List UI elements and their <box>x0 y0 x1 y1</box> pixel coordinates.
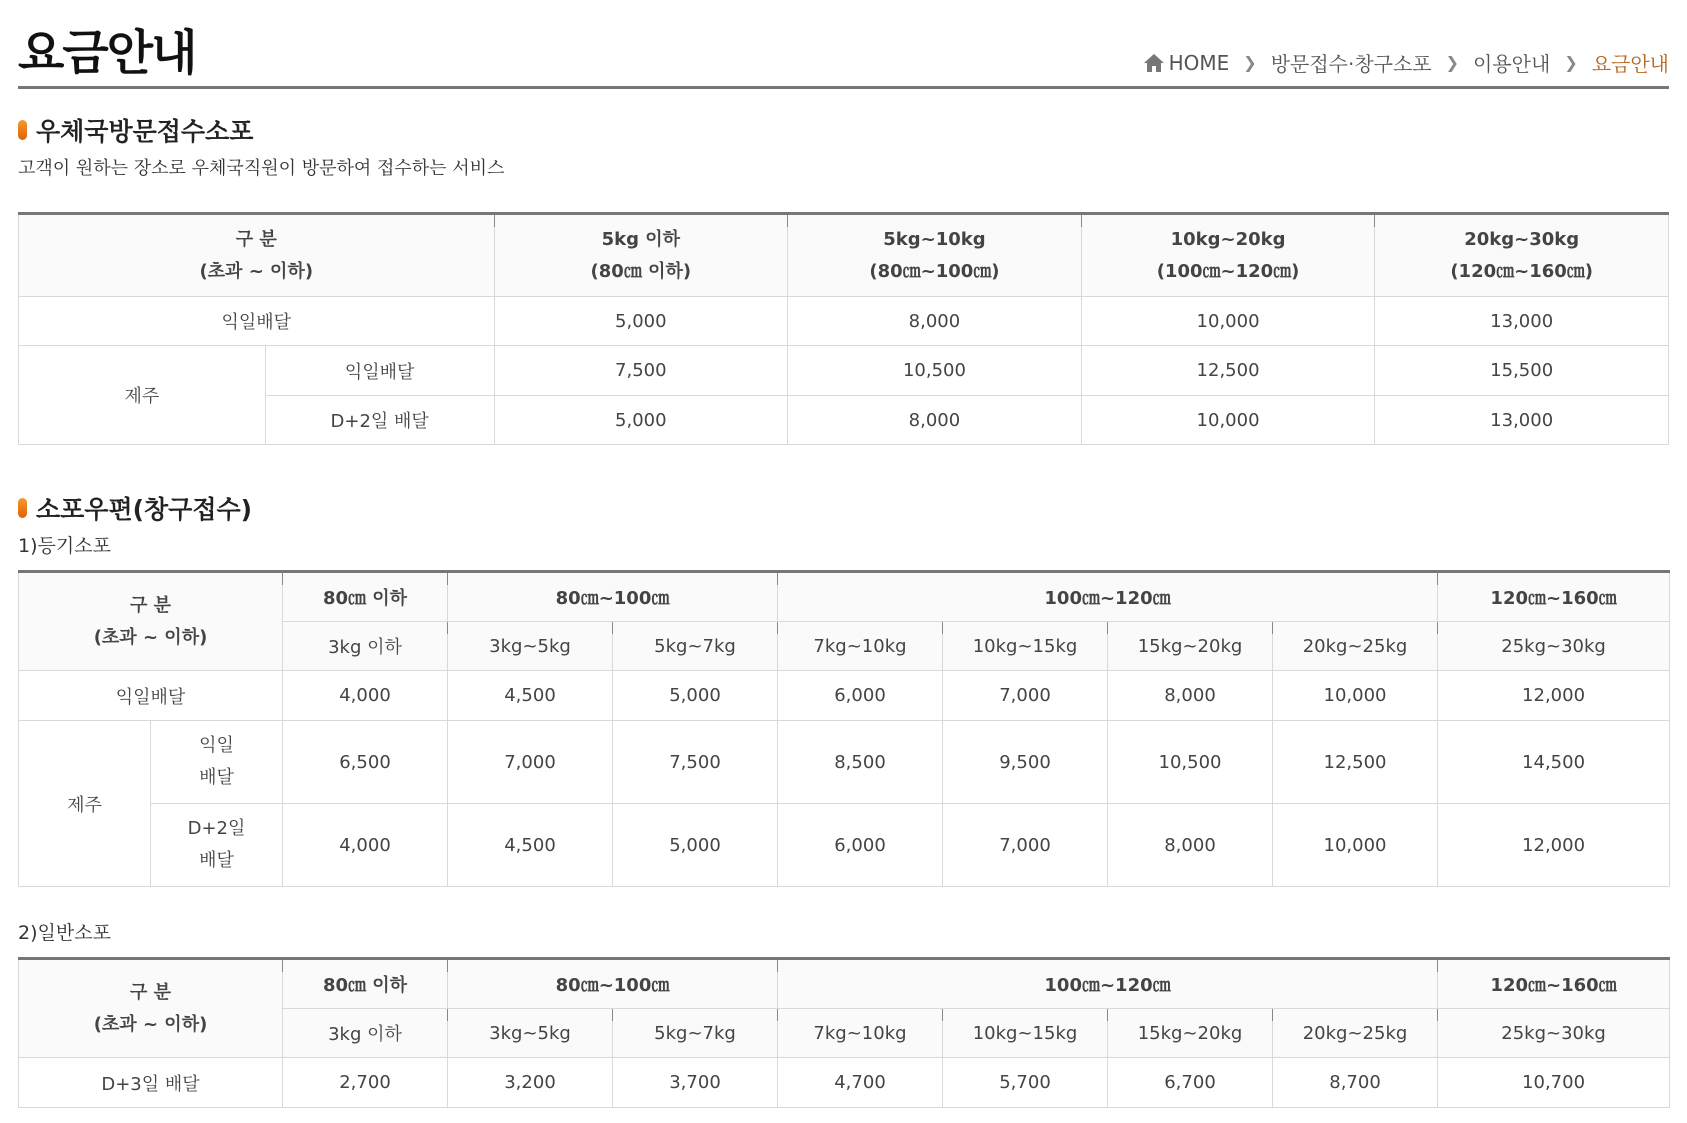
header-weight: 15kg~20kg <box>1108 1009 1273 1058</box>
row-label-line: 배달 <box>199 767 234 788</box>
fee-cell: 5,000 <box>494 297 788 346</box>
fee-cell: 10,500 <box>1108 721 1273 804</box>
fee-cell: 8,000 <box>1108 671 1273 721</box>
header-category-range: (초과 ~ 이하) <box>93 626 208 648</box>
row-label <box>151 721 283 804</box>
chevron-right-icon: ❯ <box>1445 53 1460 72</box>
fee-cell: 12,500 <box>1273 721 1438 804</box>
fee-cell: 8,500 <box>778 721 943 804</box>
section-title-visit-parcel <box>18 112 253 148</box>
header-weight: 7kg~10kg <box>778 622 943 671</box>
header-weight: 7kg~10kg <box>778 1009 943 1058</box>
fee-cell: 4,000 <box>283 671 448 721</box>
header-category <box>19 959 283 1058</box>
header-category <box>19 214 495 297</box>
fee-cell: 10,000 <box>1273 671 1438 721</box>
home-icon[interactable] <box>1143 53 1165 73</box>
header-weight: 5kg~7kg <box>613 622 778 671</box>
header-col-3 <box>1081 214 1375 297</box>
chevron-right-icon: ❯ <box>1564 53 1578 72</box>
row-group-label: 제주 <box>19 346 266 445</box>
fee-cell: 10,500 <box>788 346 1082 396</box>
fee-cell: 4,500 <box>448 671 613 721</box>
general-parcel-fee-table <box>18 957 1670 1108</box>
header-category-label: 구 분 <box>129 981 172 1003</box>
row-label-line: 배달 <box>199 850 234 871</box>
section-title-counter-parcel <box>18 490 252 526</box>
fee-cell: 4,000 <box>283 804 448 887</box>
row-label: 익일배달 <box>19 297 495 346</box>
bullet-icon <box>18 498 27 518</box>
fee-cell: 9,500 <box>943 721 1108 804</box>
header-weight: 10kg~15kg <box>943 622 1108 671</box>
subsection-title-registered: 1)등기소포 <box>18 535 111 557</box>
header-col-4 <box>1375 214 1669 297</box>
fee-cell: 6,500 <box>283 721 448 804</box>
subsection-title-general: 2)일반소포 <box>18 922 111 944</box>
row-label: 익일배달 <box>19 671 283 721</box>
fee-cell: 8,700 <box>1273 1058 1438 1108</box>
fee-cell: 10,000 <box>1081 396 1375 445</box>
header-size: (100㎝~120㎝) <box>1156 260 1300 282</box>
header-weight: 3kg 이하 <box>283 622 448 671</box>
header-category <box>19 572 283 671</box>
header-weight: 20kg~25kg <box>1273 1009 1438 1058</box>
header-size: (80㎝ 이하) <box>590 260 692 282</box>
header-weight: 5kg~10kg <box>883 228 986 250</box>
table-row <box>19 721 1670 804</box>
header-weight: 20kg~25kg <box>1273 622 1438 671</box>
header-weight: 25kg~30kg <box>1438 1009 1670 1058</box>
header-weight: 3kg~5kg <box>448 622 613 671</box>
page-title: 요금안내 <box>18 25 196 81</box>
fee-cell: 3,200 <box>448 1058 613 1108</box>
section-description: 고객이 원하는 장소로 우체국직원이 방문하여 접수하는 서비스 <box>18 158 505 179</box>
table-row <box>19 1058 1670 1108</box>
table-row <box>19 804 1670 887</box>
header-weight: 20kg~30kg <box>1464 228 1580 250</box>
row-label-line: D+2일 <box>187 818 246 839</box>
fee-cell: 7,000 <box>943 804 1108 887</box>
header-size-group: 120㎝~160㎝ <box>1438 959 1670 1009</box>
fee-cell: 4,700 <box>778 1058 943 1108</box>
header-weight: 10kg~20kg <box>1170 228 1286 250</box>
fee-cell: 5,000 <box>613 804 778 887</box>
header-category-label: 구 분 <box>235 228 277 250</box>
fee-cell: 8,000 <box>1108 804 1273 887</box>
breadcrumb-current[interactable]: 요금안내 <box>1591 52 1669 76</box>
header-weight: 15kg~20kg <box>1108 622 1273 671</box>
header-size-group: 120㎝~160㎝ <box>1438 572 1670 622</box>
fee-cell: 5,700 <box>943 1058 1108 1108</box>
header-size-group: 80㎝~100㎝ <box>448 572 778 622</box>
row-label: D+3일 배달 <box>19 1058 283 1108</box>
fee-cell: 14,500 <box>1438 721 1670 804</box>
header-weight: 5kg~7kg <box>613 1009 778 1058</box>
row-label: 익일배달 <box>265 346 494 396</box>
chevron-right-icon: ❯ <box>1243 53 1257 72</box>
header-size-group: 100㎝~120㎝ <box>778 572 1438 622</box>
header-category-range: (초과 ~ 이하) <box>93 1013 208 1035</box>
fee-cell: 5,000 <box>613 671 778 721</box>
row-label: D+2일 배달 <box>265 396 494 445</box>
header-col-2 <box>788 214 1082 297</box>
header-weight: 10kg~15kg <box>943 1009 1108 1058</box>
section-title-text: 우체국방문접수소포 <box>36 117 254 146</box>
header-size-group: 80㎝ 이하 <box>283 572 448 622</box>
header-size: (80㎝~100㎝) <box>869 260 1000 282</box>
breadcrumb-home-link[interactable]: HOME <box>1168 50 1230 75</box>
fee-cell: 12,000 <box>1438 671 1670 721</box>
fee-cell: 6,000 <box>778 804 943 887</box>
fee-cell: 6,700 <box>1108 1058 1273 1108</box>
header-weight: 5kg 이하 <box>601 228 681 250</box>
fee-cell: 7,500 <box>494 346 788 396</box>
header-category-range: (초과 ~ 이하) <box>199 260 314 282</box>
fee-cell: 10,000 <box>1273 804 1438 887</box>
header-size: (120㎝~160㎝) <box>1450 260 1594 282</box>
fee-cell: 12,000 <box>1438 804 1670 887</box>
row-group-label: 제주 <box>19 721 151 887</box>
header-size-group: 80㎝ 이하 <box>283 959 448 1009</box>
fee-cell: 7,000 <box>448 721 613 804</box>
fee-cell: 4,500 <box>448 804 613 887</box>
fee-cell: 7,500 <box>613 721 778 804</box>
header-weight: 3kg~5kg <box>448 1009 613 1058</box>
breadcrumb <box>1143 48 1669 77</box>
header-size-group: 80㎝~100㎝ <box>448 959 778 1009</box>
fee-cell: 2,700 <box>283 1058 448 1108</box>
fee-cell: 5,000 <box>494 396 788 445</box>
fee-cell: 8,000 <box>788 396 1082 445</box>
registered-parcel-fee-table <box>18 570 1670 887</box>
table-row <box>19 396 1669 445</box>
header-weight: 25kg~30kg <box>1438 622 1670 671</box>
fee-cell: 13,000 <box>1375 396 1669 445</box>
fee-cell: 12,500 <box>1081 346 1375 396</box>
header-weight: 3kg 이하 <box>283 1009 448 1058</box>
fee-cell: 15,500 <box>1375 346 1669 396</box>
fee-cell: 13,000 <box>1375 297 1669 346</box>
table-row <box>19 297 1669 346</box>
header-size-group: 100㎝~120㎝ <box>778 959 1438 1009</box>
section-title-text: 소포우편(창구접수) <box>36 495 253 524</box>
fee-cell: 7,000 <box>943 671 1108 721</box>
visit-parcel-fee-table <box>18 212 1669 445</box>
fee-cell: 10,000 <box>1081 297 1375 346</box>
breadcrumb-usage-guide-link[interactable]: 이용안내 <box>1473 52 1551 76</box>
bullet-icon <box>18 120 27 140</box>
table-row <box>19 671 1670 721</box>
breadcrumb-visit-counter-link[interactable]: 방문접수·창구소포 <box>1270 52 1432 76</box>
row-label <box>151 804 283 887</box>
header-col-1 <box>494 214 788 297</box>
fee-cell: 3,700 <box>613 1058 778 1108</box>
fee-cell: 10,700 <box>1438 1058 1670 1108</box>
fee-cell: 8,000 <box>788 297 1082 346</box>
table-row <box>19 346 1669 396</box>
header-category-label: 구 분 <box>129 594 172 616</box>
title-bar <box>18 0 1669 89</box>
fee-cell: 6,000 <box>778 671 943 721</box>
row-label-line: 익일 <box>199 735 234 756</box>
